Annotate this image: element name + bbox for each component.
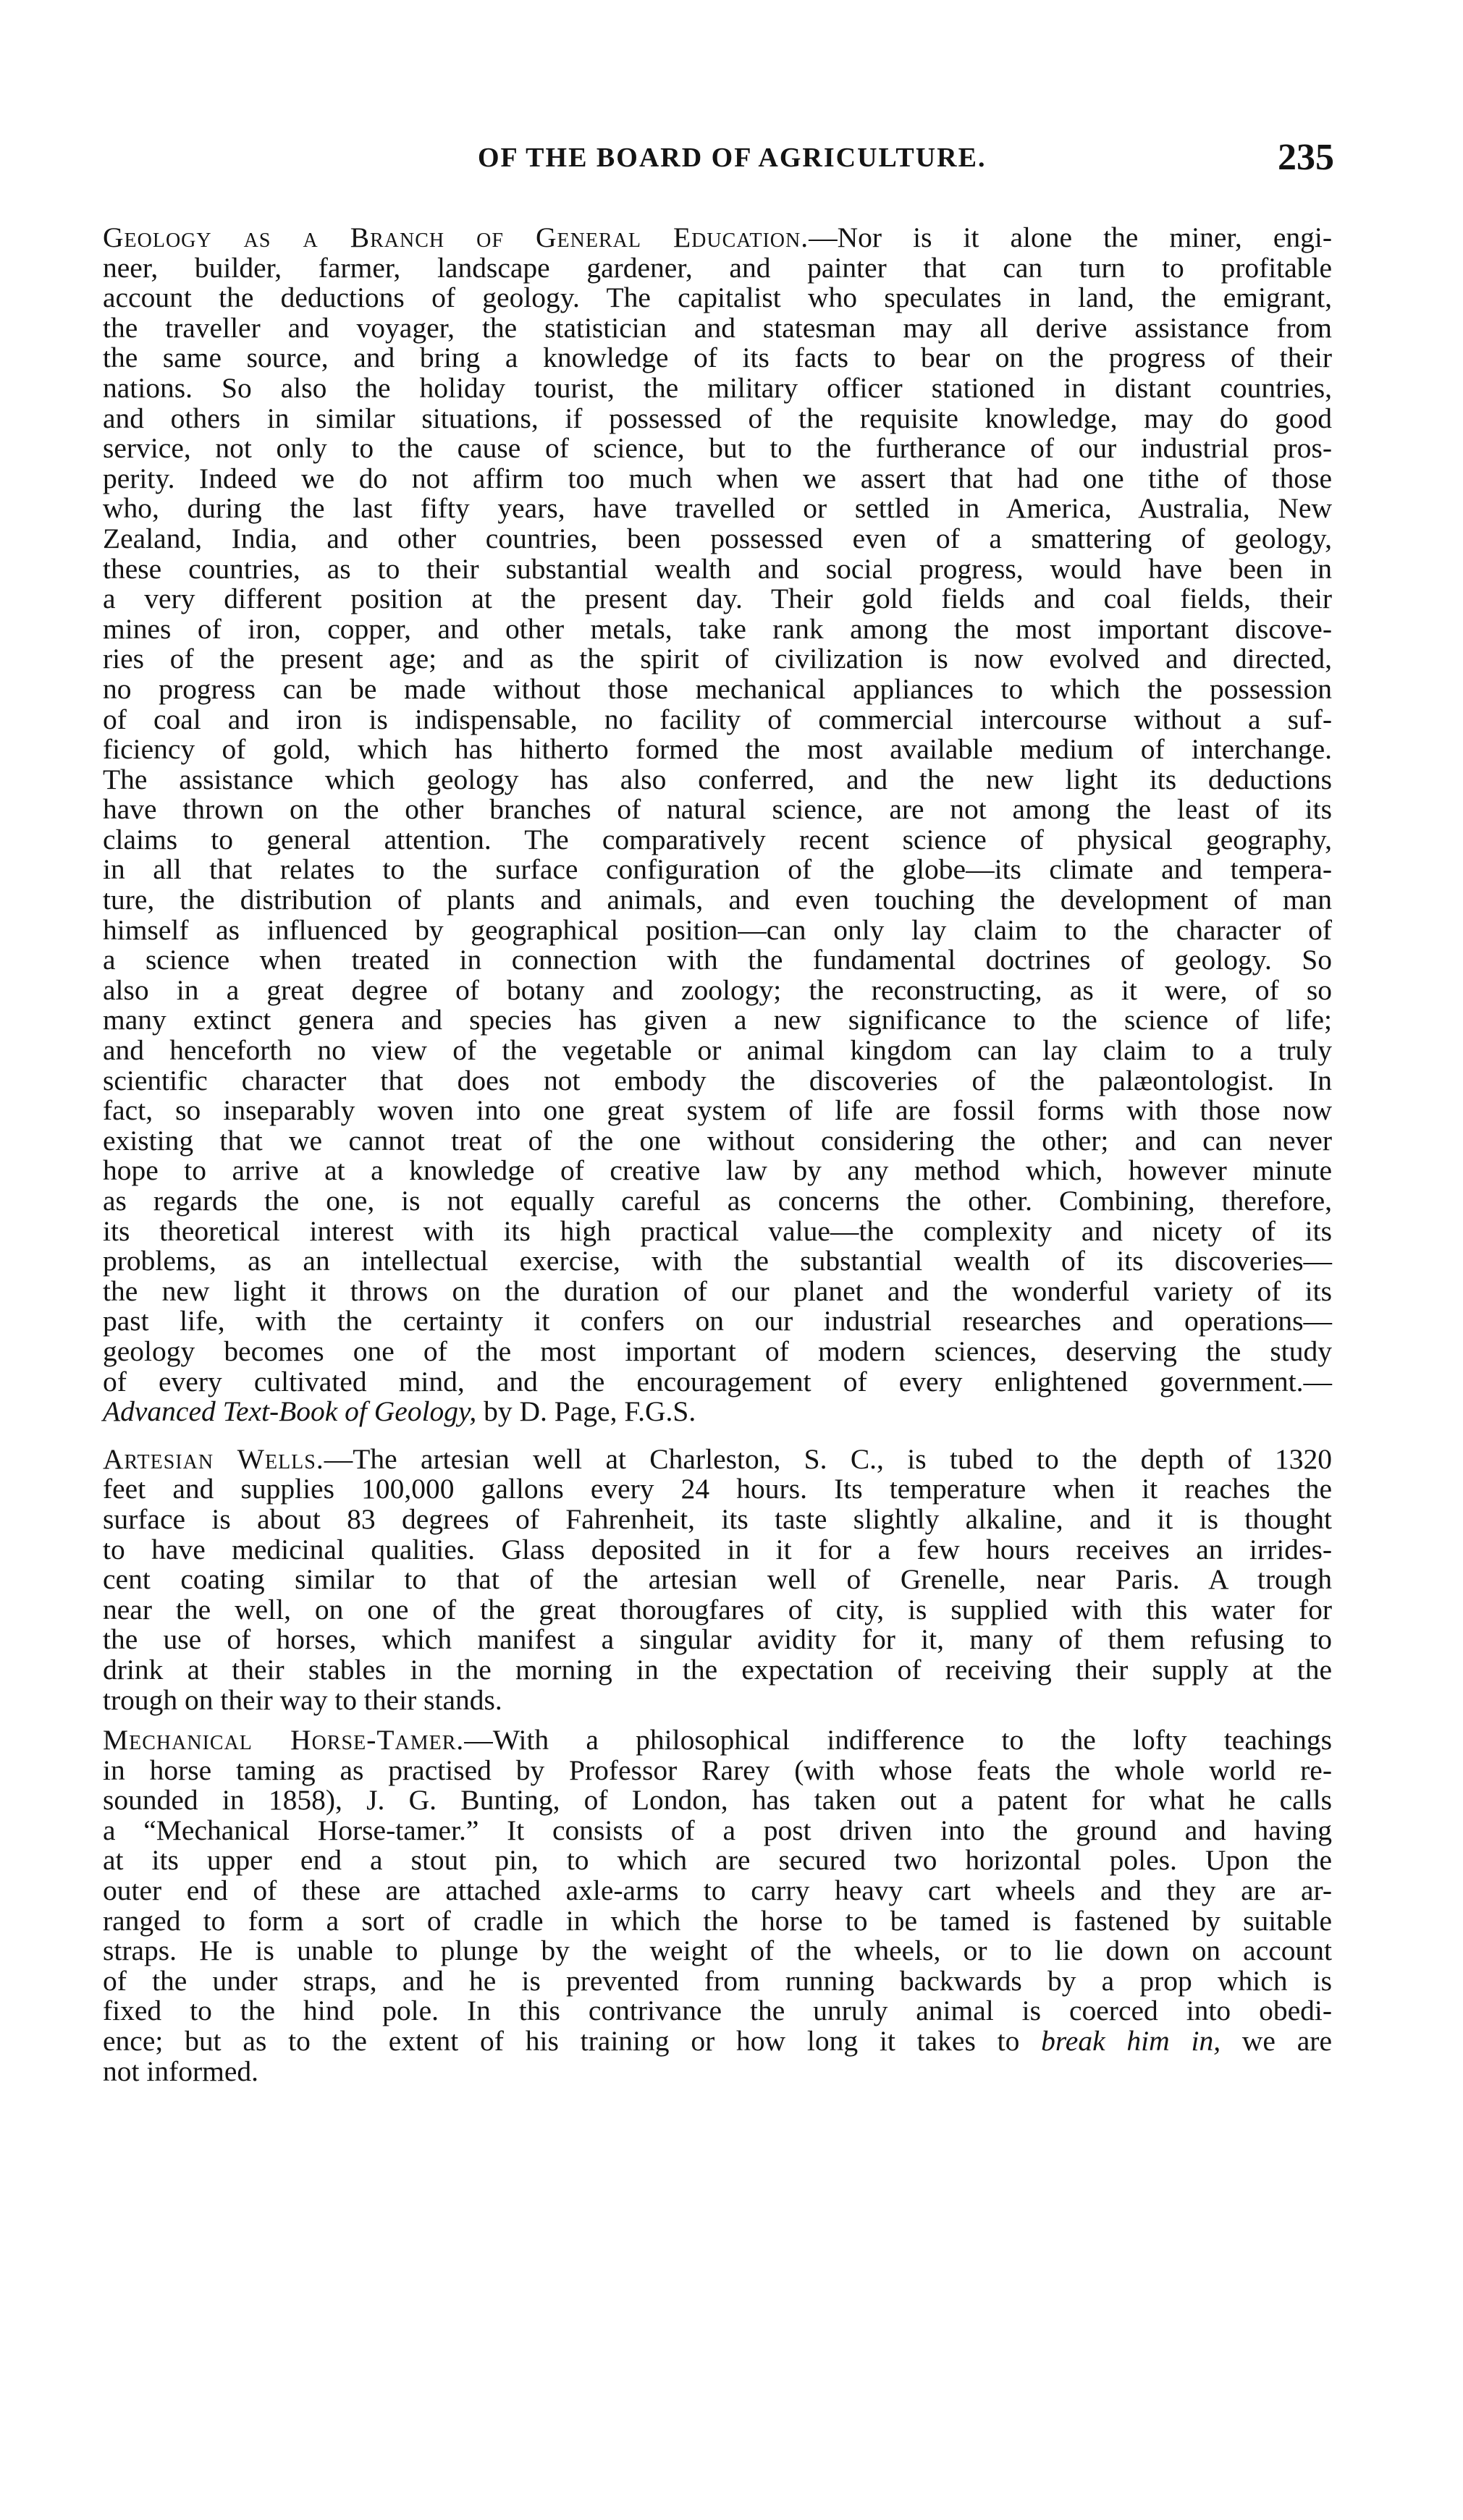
text-line: these countries, as to their substantial wealth and social progress, would have been in [103,552,1332,585]
emphasis-text: break him in, [1041,2025,1221,2058]
text-line: straps. He is unable to plunge by the weight of the wheels, or to lie down on account [103,1935,1332,1967]
text-line: near the well, on one of the great thorougfares of city, is supplied with this water for [103,1593,1332,1625]
text-line: problems, as an intellectual exercise, with the substantial wealth of its discoveries— [103,1245,1332,1277]
text-line: geology becomes one of the most important of modern sciences, deserving the study [103,1335,1332,1367]
page-number: 235 [1278,137,1334,178]
text-line: outer end of these are attached axle-arms to carry heavy cart wheels and they are ar- [103,1874,1332,1907]
text-line: ranged to form a sort of cradle in which the horse to be tamed is fastened by suitable [103,1904,1332,1937]
text-line: feet and supplies 100,000 gallons every 24 hours. Its temperature when it reaches the [103,1473,1332,1505]
text-line-content: —Nor is it alone the miner, engi- [809,221,1333,253]
text-line: in all that relates to the surface configuration of the globe—its climate and tempera- [103,853,1332,886]
text-line [72,1442,1332,1475]
citation-title: Advanced Text-Book of Geology, [103,1395,477,1428]
text-line: many extinct genera and species has given a new significance to the science of life; [103,1004,1332,1036]
text-line: ries of the present age; and as the spirit of civilization is now evolved and directed, [103,643,1332,675]
section-heading: Artesian Wells. [103,1442,324,1475]
text-line: neer, builder, farmer, landscape gardener, and painter that can turn to profitable [103,251,1332,284]
text-line: claims to general attention. The comparatively recent science of physical geography, [103,823,1332,855]
paragraph-geology [72,223,1332,1427]
running-head: OF THE BOARD OF AGRICULTURE. [478,143,987,173]
text-line: a “Mechanical Horse-tamer.” It consists of a post driven into the ground and having [103,1814,1332,1846]
text-line: the traveller and voyager, the statistician and statesman may all derive assistance from [103,311,1332,344]
text-line: have thrown on the other branches of natural science, are not among the least of its [103,793,1332,826]
paragraph-horse-tamer [72,1725,1332,2086]
paragraph-artesian-wells [72,1442,1332,1716]
text-line: its theoretical interest with its high practical value—the complexity and nicety of its [103,1214,1332,1247]
text-line-content: we are [1220,2025,1332,2058]
body-text [72,223,1332,2086]
text-line: perity. Indeed we do not affirm too much when we assert that had one tithe of those [103,462,1332,494]
text-line: no progress can be made without those mechanical appliances to which the possession [103,672,1332,705]
text-line: mines of iron, copper, and other metals, take rank among the most important discove- [103,612,1332,645]
text-line: the same source, and bring a knowledge of its facts to bear on the progress of their [103,342,1332,374]
text-line: of every cultivated mind, and the encouragement of every enlightened government.— [103,1365,1332,1398]
text-line: cent coating similar to that of the artesian well of Grenelle, near Paris. A trough [103,1563,1332,1596]
text-line [72,1725,1332,1756]
text-line: of coal and iron is indispensable, no facility of commercial intercourse without a suf- [103,703,1332,735]
section-heading: Mechanical Horse-Tamer. [103,1724,465,1756]
text-line: the new light it throws on the duration of our planet and the wonderful variety of its [103,1274,1332,1307]
text-line: himself as influenced by geographical position—can only lay claim to the character of [103,913,1332,946]
text-line: drink at their stables in the morning in the expectation of receiving their supply at the [103,1653,1332,1686]
text-line: nations. So also the holiday tourist, the military officer stationed in distant countries, [103,371,1332,404]
text-line: hope to arrive at a knowledge of creative law by any method which, however minute [103,1154,1332,1187]
text-line: the use of horses, which manifest a singular avidity for it, many of them refusing to [103,1623,1332,1656]
citation-line [72,1397,1332,1427]
text-line: and henceforth no view of the vegetable or animal kingdom can lay claim to a truly [103,1034,1332,1067]
text-line-content: —The artesian well at Charleston, S. C., is tubed to the depth of 1320 [324,1442,1332,1475]
text-line: not informed. [103,2055,259,2087]
text-line: also in a great degree of botany and zoology; the reconstructing, as it were, of so [103,973,1332,1006]
text-line-content: ence; but as to the extent of his training or how long it takes to [103,2025,1042,2058]
text-line: account the deductions of geology. The capitalist who speculates in land, the emigrant, [103,282,1332,314]
text-line: a very different position at the present day. Their gold fields and coal fields, their [103,583,1332,615]
text-line: in horse taming as practised by Professor Rarey (with whose feats the whole world re- [103,1754,1332,1786]
text-line: The assistance which geology has also conferred, and the new light its deductions [103,763,1332,795]
text-line: to have medicinal qualities. Glass deposited in it for a few hours receives an irrides- [103,1533,1332,1565]
text-line: trough on their way to their stands. [103,1683,502,1716]
text-line: of the under straps, and he is prevented from running backwards by a prop which is [103,1964,1332,1997]
text-line: sounded in 1858), J. G. Bunting, of London, has taken out a patent for what he calls [103,1784,1332,1817]
text-line: existing that we cannot treat of the one without considering the other; and can never [103,1124,1332,1157]
text-line: past life, with the certainty it confers on our industrial researches and operations— [103,1305,1332,1337]
citation-author: by D. Page, F.G.S. [476,1395,696,1428]
text-line: fixed to the hind pole. In this contrivance the unruly animal is coerced into obedi- [103,1995,1332,2027]
text-line: fact, so inseparably woven into one great system of life are fossil forms with those now [103,1094,1332,1127]
text-line: Zealand, India, and other countries, been possessed even of a smattering of geology, [103,522,1332,554]
text-line: ficiency of gold, which has hitherto formed the most available medium of interchange. [103,733,1332,766]
text-line: ture, the distribution of plants and animals, and even touching the development of man [103,884,1332,916]
text-line-content: —With a philosophical indifference to the lofty teachings [464,1724,1332,1756]
text-line: service, not only to the cause of science, but to the furtherance of our industrial pros- [103,432,1332,465]
text-line: a science when treated in connection with the fundamental doctrines of geology. So [103,944,1332,976]
text-line: who, during the last fifty years, have travelled or settled in America, Australia, New [103,492,1332,525]
text-line: as regards the one, is not equally careful as concerns the other. Combining, therefore, [103,1185,1332,1217]
text-line: surface is about 83 degrees of Fahrenheit, its taste slightly alkaline, and it is thought [103,1502,1332,1535]
section-heading: Geology as a Branch of General Education. [103,221,809,253]
text-line: at its upper end a stout pin, to which are secured two horizontal poles. Upon the [103,1844,1332,1877]
text-line [72,2026,1332,2057]
text-line [72,223,1332,253]
page-header [0,137,1463,185]
text-line: scientific character that does not embody the discoveries of the palæontologist. In [103,1064,1332,1096]
text-line: and others in similar situations, if possessed of the requisite knowledge, may do good [103,402,1332,434]
